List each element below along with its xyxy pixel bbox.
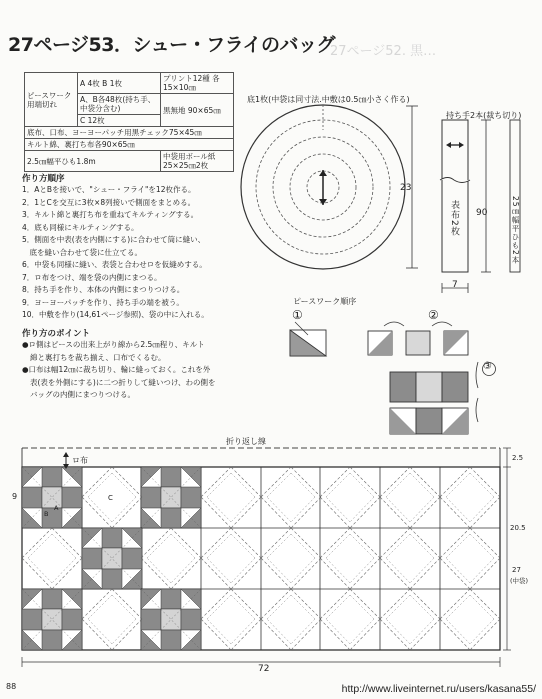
- piece-label-c: C: [108, 494, 113, 502]
- steps-heading: 作り方順序: [22, 174, 65, 184]
- handle-text: 表布2枚: [449, 200, 459, 237]
- dim-2-5: 2.5: [512, 454, 524, 462]
- page-number: 88: [6, 682, 17, 691]
- piece-label-b: B: [44, 510, 49, 518]
- step-item: 2．1とCを交互に3枚×8列接いで側面をまとめる。: [22, 197, 196, 207]
- bleed-through-title: 27ページ52. 黒…: [330, 44, 437, 59]
- materials-cell: 中袋用ボール紙25×25㎝2枚: [161, 151, 234, 172]
- materials-cell: キルト綿、裏打ち布各90×65㎝: [25, 139, 234, 151]
- step-item: 7．ロ布をつけ、端を袋の内側にまつる。: [22, 272, 162, 282]
- point-line: 表(表を外側にする)に二つ折りして縫いつけ、わの側を: [30, 377, 216, 387]
- step-item: 5．側面を中表(表を内側にする)に合わせて筒に縫い、: [22, 235, 206, 244]
- materials-cell: 黒無地 90×65㎝: [161, 94, 234, 127]
- piecework-step-3: [390, 362, 496, 434]
- materials-cell: 2.5㎝幅平ひも1.8m: [25, 151, 161, 172]
- step-1-marker: ①: [292, 308, 303, 322]
- bottom-note: 底1枚(中袋は同寸法.中敷は0.5㎝小さく作る): [247, 95, 410, 104]
- materials-cell: プリント12種 各15×10㎝: [161, 73, 234, 94]
- step-item: 8．持ち手を作り、本体の内側にまつりつける。: [22, 285, 185, 294]
- handle-strip: [442, 120, 468, 272]
- step-item: 9．ヨーヨーパッチを作り、持ち手の端を被う。: [22, 297, 184, 307]
- dim-20-5: 20.5: [510, 524, 526, 532]
- shoofly-block: [82, 528, 142, 589]
- kuchi-label: ロ布: [72, 456, 88, 465]
- point-line: 綿と裏打ちを裁ち揃え、口布でくるむ。: [30, 352, 166, 362]
- step-item: 3．キルト綿と裏打ち布を重ねてキルティングする。: [22, 210, 199, 219]
- points-heading: 作り方のポイント: [22, 329, 91, 339]
- circle-dimension: 23: [400, 183, 412, 193]
- step-item: 1．AとBを接いで、"シュー・フライ"を12枚作る。: [22, 185, 196, 194]
- step-3-marker: ③: [483, 361, 492, 372]
- point-line: ●ロ側はピースの出来上がり線から2.5㎝程り、キルト: [22, 340, 205, 349]
- materials-cell: A、B各48枚(持ち手、中袋分含む): [78, 94, 161, 115]
- shoofly-block: [22, 467, 82, 528]
- materials-cell: C 12枚: [78, 115, 161, 127]
- shoofly-block: [141, 589, 201, 650]
- step-2-marker: ②: [428, 308, 439, 322]
- step-item: 4．底も同様にキルティングする。: [22, 222, 139, 232]
- piece-label-a: A: [54, 504, 59, 512]
- fold-line-label: 折り返し線: [226, 437, 266, 446]
- dim-9: 9: [12, 492, 18, 501]
- materials-cell: ピースワーク 用端切れ: [25, 73, 78, 127]
- source-url: http://www.liveinternet.ru/users/kasana55/: [341, 683, 536, 695]
- step-item: 10．中敷を作り(14,61ページ参照)、袋の中に入れる。: [22, 310, 209, 319]
- step-item: 6．中袋も同様に縫い、表袋と合わせロを仮縫めする。: [22, 260, 207, 269]
- shoofly-block: [22, 589, 82, 650]
- page-title: 27ページ53．シュー・フライのバッグ: [8, 34, 336, 56]
- materials-cell: A 4枚 B 1枚: [78, 73, 161, 94]
- point-line: ●口布は幅12㎝に裁ち切り、輪に縫っておく。これを外: [22, 365, 211, 374]
- piecework-step-2: [368, 322, 468, 355]
- dim-27-sub: (中袋): [510, 577, 529, 585]
- handle-note: 持ち手2本(裁ち切り): [446, 111, 522, 120]
- piecework-heading: ピースワーク順序: [293, 297, 357, 306]
- handle-dim-90: 90: [476, 208, 488, 218]
- point-line: バッグの内側にまつりつける。: [30, 390, 135, 399]
- shoofly-block: [141, 467, 201, 528]
- handle-dim-7: 7: [452, 280, 458, 290]
- dim-27: 27: [512, 566, 521, 574]
- piecework-step-1: [290, 322, 326, 356]
- dim-72: 72: [258, 664, 270, 674]
- materials-cell: 底布、口布、ヨーヨーパッチ用黒チェック75×45㎝: [25, 127, 234, 139]
- strap-text: 25㎝幅平ひも2本: [511, 196, 520, 265]
- step-item: 底を縫い合わせて袋に仕立てる。: [22, 247, 142, 257]
